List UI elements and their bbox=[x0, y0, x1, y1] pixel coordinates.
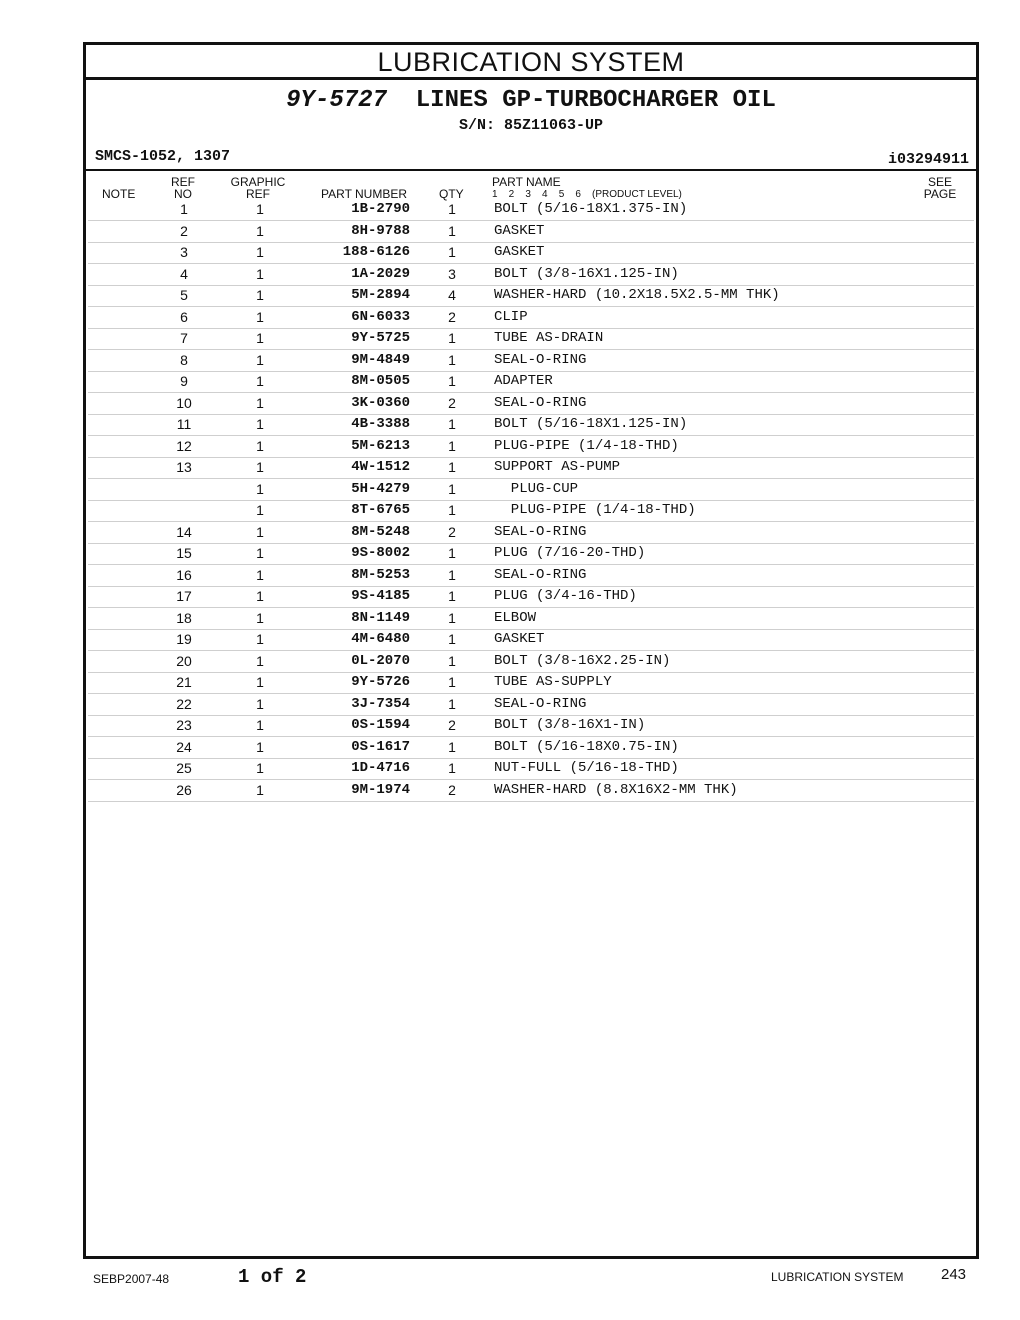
quantity: 1 bbox=[448, 244, 456, 260]
ref-number: 12 bbox=[176, 437, 192, 454]
table-row[interactable] bbox=[88, 393, 974, 415]
part-number[interactable]: 1A-2029 bbox=[351, 265, 410, 282]
ref-number: 18 bbox=[176, 609, 192, 626]
quantity: 3 bbox=[448, 265, 456, 282]
parts-page-frame bbox=[83, 42, 979, 1259]
ref-number: 3 bbox=[180, 244, 188, 260]
illustration-id: i03294911 bbox=[887, 151, 969, 168]
table-row[interactable] bbox=[88, 694, 974, 716]
table-row[interactable] bbox=[88, 608, 974, 630]
table-row[interactable] bbox=[88, 780, 974, 802]
quantity: 2 bbox=[448, 523, 456, 540]
graphic-ref: 1 bbox=[256, 523, 264, 540]
ref-number: 15 bbox=[176, 545, 192, 561]
ref-number: 16 bbox=[176, 566, 192, 583]
part-name: SEAL-O-RING bbox=[494, 695, 587, 712]
table-row[interactable] bbox=[88, 586, 974, 608]
table-row[interactable] bbox=[88, 500, 974, 522]
quantity: 1 bbox=[448, 609, 456, 626]
part-number[interactable]: 3K-0360 bbox=[351, 394, 410, 411]
table-row[interactable] bbox=[88, 737, 974, 759]
table-row[interactable] bbox=[88, 371, 974, 393]
part-name: PLUG-CUP bbox=[494, 480, 579, 497]
footer-page-of: 1 of 2 bbox=[238, 1266, 307, 1288]
part-name: GASKET bbox=[494, 631, 545, 647]
ref-number: 2 bbox=[180, 222, 188, 239]
part-name: BOLT (3/8-16X2.25-IN) bbox=[494, 652, 671, 669]
table-row[interactable] bbox=[88, 629, 974, 651]
col-see-top: SEE bbox=[927, 175, 952, 189]
ref-number: 24 bbox=[176, 738, 192, 755]
ref-number: 13 bbox=[176, 459, 192, 475]
graphic-ref: 1 bbox=[256, 760, 264, 776]
part-number[interactable]: 188-6126 bbox=[342, 244, 410, 260]
ref-number: 10 bbox=[176, 394, 192, 411]
part-number[interactable]: 9Y-5726 bbox=[351, 674, 410, 690]
part-number[interactable]: 8N-1149 bbox=[351, 609, 410, 626]
graphic-ref: 1 bbox=[256, 459, 264, 475]
graphic-ref: 1 bbox=[256, 394, 264, 411]
table-row[interactable] bbox=[88, 414, 974, 436]
part-name: TUBE AS-SUPPLY bbox=[494, 674, 612, 690]
part-name: BOLT (5/16-18X1.375-IN) bbox=[494, 201, 688, 217]
graphic-ref: 1 bbox=[256, 330, 264, 346]
table-row[interactable] bbox=[88, 758, 974, 780]
graphic-ref: 1 bbox=[256, 480, 264, 497]
part-number[interactable]: 5M-2894 bbox=[351, 287, 410, 303]
part-number[interactable]: 5M-6213 bbox=[351, 437, 410, 454]
graphic-ref: 1 bbox=[256, 545, 264, 561]
quantity: 2 bbox=[448, 717, 456, 733]
quantity: 1 bbox=[448, 351, 456, 368]
quantity: 1 bbox=[448, 695, 456, 712]
quantity: 1 bbox=[448, 631, 456, 647]
part-number[interactable]: 9Y-5725 bbox=[351, 330, 410, 346]
ref-number: 8 bbox=[180, 351, 188, 368]
graphic-ref: 1 bbox=[256, 351, 264, 368]
quantity: 1 bbox=[448, 201, 456, 217]
part-name: PLUG-PIPE (1/4-18-THD) bbox=[494, 437, 679, 454]
col-part-number: PART NUMBER bbox=[321, 187, 408, 201]
graphic-ref: 1 bbox=[256, 201, 264, 217]
part-number[interactable]: 1B-2790 bbox=[351, 201, 410, 217]
part-name: PLUG (3/4-16-THD) bbox=[494, 588, 637, 604]
part-number[interactable]: 4W-1512 bbox=[351, 459, 410, 475]
table-row[interactable] bbox=[88, 221, 974, 243]
ref-number: 11 bbox=[176, 416, 192, 432]
ref-number: 25 bbox=[176, 760, 192, 776]
table-row[interactable] bbox=[88, 307, 974, 329]
part-name: BOLT (5/16-18X1.125-IN) bbox=[494, 416, 688, 432]
part-number[interactable]: 8M-5253 bbox=[351, 566, 410, 583]
graphic-ref: 1 bbox=[256, 502, 264, 518]
quantity: 1 bbox=[448, 502, 456, 518]
graphic-ref: 1 bbox=[256, 437, 264, 454]
graphic-ref: 1 bbox=[256, 566, 264, 583]
part-name: WASHER-HARD (8.8X16X2-MM THK) bbox=[494, 781, 738, 798]
graphic-ref: 1 bbox=[256, 738, 264, 755]
graphic-ref: 1 bbox=[256, 244, 264, 260]
ref-number: 5 bbox=[180, 287, 188, 303]
part-name: SUPPORT AS-PUMP bbox=[494, 459, 621, 475]
quantity: 1 bbox=[448, 222, 456, 239]
table-row[interactable] bbox=[88, 285, 974, 307]
group-part-number[interactable]: 9Y-5727 bbox=[286, 87, 387, 114]
quantity: 4 bbox=[448, 287, 456, 303]
graphic-ref: 1 bbox=[256, 222, 264, 239]
section-title: LUBRICATION SYSTEM bbox=[86, 45, 976, 80]
part-number[interactable]: 8T-6765 bbox=[351, 502, 410, 518]
ref-number: 4 bbox=[180, 265, 188, 282]
part-name: SEAL-O-RING bbox=[494, 351, 587, 368]
table-row[interactable] bbox=[88, 543, 974, 565]
part-name: SEAL-O-RING bbox=[494, 394, 587, 411]
part-number[interactable]: 4M-6480 bbox=[351, 631, 410, 647]
quantity: 1 bbox=[448, 588, 456, 604]
col-product-levels: 1 2 3 4 5 6 (PRODUCT LEVEL) bbox=[492, 189, 682, 200]
quantity: 1 bbox=[448, 566, 456, 583]
ref-number: 19 bbox=[176, 631, 192, 647]
table-row[interactable] bbox=[88, 264, 974, 286]
ref-number: 21 bbox=[176, 674, 192, 690]
part-name: WASHER-HARD (10.2X18.5X2.5-MM THK) bbox=[494, 287, 780, 303]
ref-number: 1 bbox=[180, 201, 188, 217]
table-row[interactable] bbox=[88, 479, 974, 501]
col-ref-bottom: NO bbox=[174, 187, 192, 201]
quantity: 1 bbox=[448, 437, 456, 454]
quantity: 1 bbox=[448, 652, 456, 669]
part-number[interactable]: 1D-4716 bbox=[351, 760, 410, 776]
graphic-ref: 1 bbox=[256, 631, 264, 647]
part-number[interactable]: 0S-1594 bbox=[351, 717, 410, 733]
group-name: LINES GP-TURBOCHARGER OIL bbox=[415, 87, 776, 114]
part-number[interactable]: 4B-3388 bbox=[351, 416, 410, 432]
ref-number: 23 bbox=[176, 717, 192, 733]
part-name: SEAL-O-RING bbox=[494, 566, 587, 583]
quantity: 1 bbox=[448, 674, 456, 690]
ref-number: 20 bbox=[176, 652, 192, 669]
ref-number: 14 bbox=[176, 523, 192, 540]
part-name: PLUG (7/16-20-THD) bbox=[494, 545, 646, 561]
part-number[interactable]: 9M-1974 bbox=[351, 781, 410, 798]
part-number[interactable]: 3J-7354 bbox=[351, 695, 410, 712]
ref-number: 22 bbox=[176, 695, 192, 712]
part-name: ADAPTER bbox=[494, 373, 553, 389]
table-row[interactable] bbox=[88, 199, 974, 221]
part-number[interactable]: 9S-8002 bbox=[351, 545, 410, 561]
ref-number: 6 bbox=[180, 308, 188, 325]
col-note: NOTE bbox=[102, 187, 136, 201]
part-name: BOLT (5/16-18X0.75-IN) bbox=[494, 738, 679, 755]
graphic-ref: 1 bbox=[256, 781, 264, 798]
graphic-ref: 1 bbox=[256, 287, 264, 303]
quantity: 1 bbox=[448, 330, 456, 346]
part-name: SEAL-O-RING bbox=[494, 523, 587, 540]
graphic-ref: 1 bbox=[256, 717, 264, 733]
part-name: PLUG-PIPE (1/4-18-THD) bbox=[494, 502, 696, 518]
quantity: 1 bbox=[448, 459, 456, 475]
quantity: 2 bbox=[448, 308, 456, 325]
graphic-ref: 1 bbox=[256, 265, 264, 282]
table-row[interactable] bbox=[88, 672, 974, 694]
part-number[interactable]: 8M-0505 bbox=[351, 373, 410, 389]
table-row[interactable] bbox=[88, 328, 974, 350]
table-row[interactable] bbox=[88, 565, 974, 587]
col-see-bottom: PAGE bbox=[923, 187, 957, 201]
col-qty: QTY bbox=[439, 187, 464, 201]
part-name: BOLT (3/8-16X1.125-IN) bbox=[494, 265, 679, 282]
graphic-ref: 1 bbox=[256, 674, 264, 690]
part-number[interactable]: 5H-4279 bbox=[351, 480, 410, 497]
ref-number: 7 bbox=[180, 330, 188, 346]
quantity: 1 bbox=[448, 416, 456, 432]
table-row[interactable] bbox=[88, 457, 974, 479]
quantity: 2 bbox=[448, 781, 456, 798]
table-row[interactable] bbox=[88, 651, 974, 673]
col-ref-top: REF bbox=[171, 175, 195, 189]
graphic-ref: 1 bbox=[256, 416, 264, 432]
table-row[interactable] bbox=[88, 350, 974, 372]
quantity: 1 bbox=[448, 738, 456, 755]
part-number[interactable]: 0L-2070 bbox=[351, 652, 410, 669]
part-number[interactable]: 8M-5248 bbox=[351, 523, 410, 540]
quantity: 1 bbox=[448, 480, 456, 497]
footer-section: LUBRICATION SYSTEM bbox=[771, 1270, 904, 1284]
col-graphic-top: GRAPHIC bbox=[230, 175, 286, 189]
table-row[interactable] bbox=[88, 436, 974, 458]
table-row[interactable] bbox=[88, 715, 974, 737]
part-number[interactable]: 9M-4849 bbox=[351, 351, 410, 368]
graphic-ref: 1 bbox=[256, 588, 264, 604]
part-number[interactable]: 0S-1617 bbox=[351, 738, 410, 755]
part-name: TUBE AS-DRAIN bbox=[494, 330, 604, 346]
part-name: CLIP bbox=[494, 308, 528, 325]
serial-number-range: S/N: 85Z11063-UP bbox=[458, 117, 604, 134]
part-name: BOLT (3/8-16X1-IN) bbox=[494, 717, 646, 733]
footer-page-number: 243 bbox=[941, 1266, 967, 1283]
ref-number: 26 bbox=[176, 781, 192, 798]
ref-number bbox=[152, 479, 216, 500]
footer-document-id: SEBP2007-48 bbox=[93, 1272, 170, 1286]
graphic-ref: 1 bbox=[256, 373, 264, 389]
quantity: 1 bbox=[448, 373, 456, 389]
graphic-ref: 1 bbox=[256, 609, 264, 626]
table-row[interactable] bbox=[88, 522, 974, 544]
ref-number: 9 bbox=[180, 373, 188, 389]
ref-number: 17 bbox=[176, 588, 192, 604]
part-name: NUT-FULL (5/16-18-THD) bbox=[494, 760, 679, 776]
part-number[interactable]: 8H-9788 bbox=[351, 222, 410, 239]
col-graphic-bottom: REF bbox=[246, 187, 270, 201]
graphic-ref: 1 bbox=[256, 695, 264, 712]
part-name: ELBOW bbox=[494, 609, 537, 626]
table-row[interactable] bbox=[88, 242, 974, 264]
smcs-codes: SMCS-1052, 1307 bbox=[95, 148, 231, 165]
ref-number bbox=[152, 500, 216, 521]
group-title bbox=[86, 87, 976, 114]
quantity: 1 bbox=[448, 760, 456, 776]
graphic-ref: 1 bbox=[256, 308, 264, 325]
col-part-name: PART NAME bbox=[492, 175, 561, 189]
part-number[interactable]: 9S-4185 bbox=[351, 588, 410, 604]
header-divider bbox=[86, 169, 976, 171]
part-name: GASKET bbox=[494, 222, 545, 239]
part-number[interactable]: 6N-6033 bbox=[351, 308, 410, 325]
graphic-ref: 1 bbox=[256, 652, 264, 669]
part-name: GASKET bbox=[494, 244, 545, 260]
quantity: 2 bbox=[448, 394, 456, 411]
quantity: 1 bbox=[448, 545, 456, 561]
